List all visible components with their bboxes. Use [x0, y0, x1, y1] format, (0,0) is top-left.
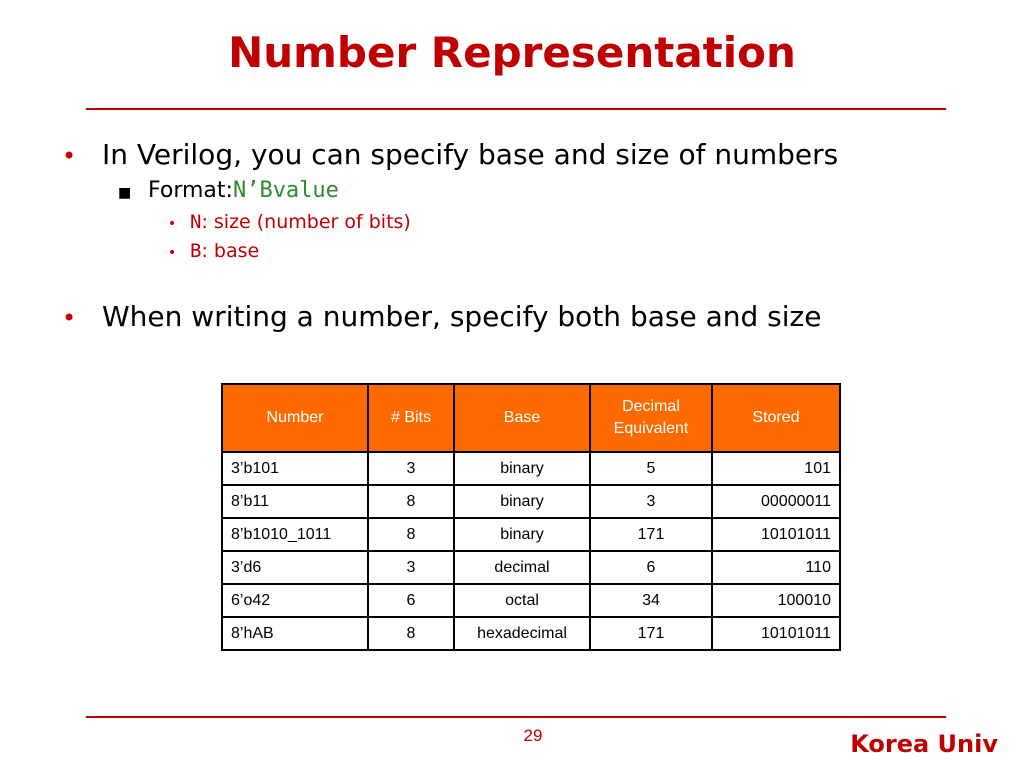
bullet-specify-both	[62, 300, 821, 333]
table-row	[222, 452, 840, 485]
cell-number: 8’b1010_1011	[222, 518, 368, 551]
n-code: N	[190, 211, 202, 233]
b-desc: : base	[201, 240, 260, 262]
bullet-specify-base-size	[62, 138, 838, 171]
header-number: Number	[222, 384, 368, 452]
table-row	[222, 584, 840, 617]
table-header-row	[222, 384, 840, 452]
table-row	[222, 485, 840, 518]
page-number: 29	[523, 726, 543, 745]
sub-bullet-format	[118, 178, 339, 203]
cell-bits: 8	[368, 518, 454, 551]
format-label: Format:	[148, 178, 233, 203]
cell-decimal: 171	[590, 518, 712, 551]
cell-bits: 8	[368, 485, 454, 518]
cell-base: binary	[454, 452, 590, 485]
footer-brand: Korea Univ	[850, 730, 998, 758]
cell-decimal: 171	[590, 617, 712, 650]
header-decimal-equivalent: Decimal Equivalent	[590, 384, 712, 452]
cell-bits: 8	[368, 617, 454, 650]
slide-title: Number Representation	[228, 28, 796, 77]
bullet-dot-icon: •	[62, 304, 77, 332]
cell-base: decimal	[454, 551, 590, 584]
cell-base: octal	[454, 584, 590, 617]
cell-number: 8’b11	[222, 485, 368, 518]
number-representation-table	[221, 383, 841, 651]
square-bullet-icon: ■	[118, 185, 132, 201]
sub-sub-bullet-n	[168, 211, 411, 233]
table-row	[222, 551, 840, 584]
header-stored: Stored	[712, 384, 840, 452]
header-base: Base	[454, 384, 590, 452]
cell-stored: 00000011	[712, 485, 840, 518]
bullet-dot-icon: •	[168, 245, 177, 261]
header-bits: # Bits	[368, 384, 454, 452]
bullet-dot-icon: •	[62, 142, 77, 170]
cell-base: binary	[454, 518, 590, 551]
table-row	[222, 617, 840, 650]
format-code: N’Bvalue	[232, 178, 339, 203]
bullet-text: In Verilog, you can specify base and size of numbers	[102, 138, 839, 171]
cell-stored: 110	[712, 551, 840, 584]
cell-stored: 101	[712, 452, 840, 485]
bullet-dot-icon: •	[168, 216, 177, 232]
cell-bits: 6	[368, 584, 454, 617]
cell-number: 3’b101	[222, 452, 368, 485]
cell-stored: 100010	[712, 584, 840, 617]
footer-divider	[86, 716, 946, 718]
cell-bits: 3	[368, 551, 454, 584]
sub-sub-bullet-b	[168, 240, 259, 262]
cell-number: 8’hAB	[222, 617, 368, 650]
cell-base: binary	[454, 485, 590, 518]
cell-bits: 3	[368, 452, 454, 485]
cell-stored: 10101011	[712, 518, 840, 551]
cell-number: 6’o42	[222, 584, 368, 617]
n-desc: : size (number of bits)	[201, 211, 411, 233]
cell-decimal: 34	[590, 584, 712, 617]
bullet-text: When writing a number, specify both base and size	[102, 300, 822, 333]
title-divider	[86, 108, 946, 110]
table-row	[222, 518, 840, 551]
b-code: B	[190, 240, 202, 262]
cell-decimal: 3	[590, 485, 712, 518]
cell-decimal: 5	[590, 452, 712, 485]
cell-number: 3’d6	[222, 551, 368, 584]
cell-stored: 10101011	[712, 617, 840, 650]
cell-decimal: 6	[590, 551, 712, 584]
cell-base: hexadecimal	[454, 617, 590, 650]
